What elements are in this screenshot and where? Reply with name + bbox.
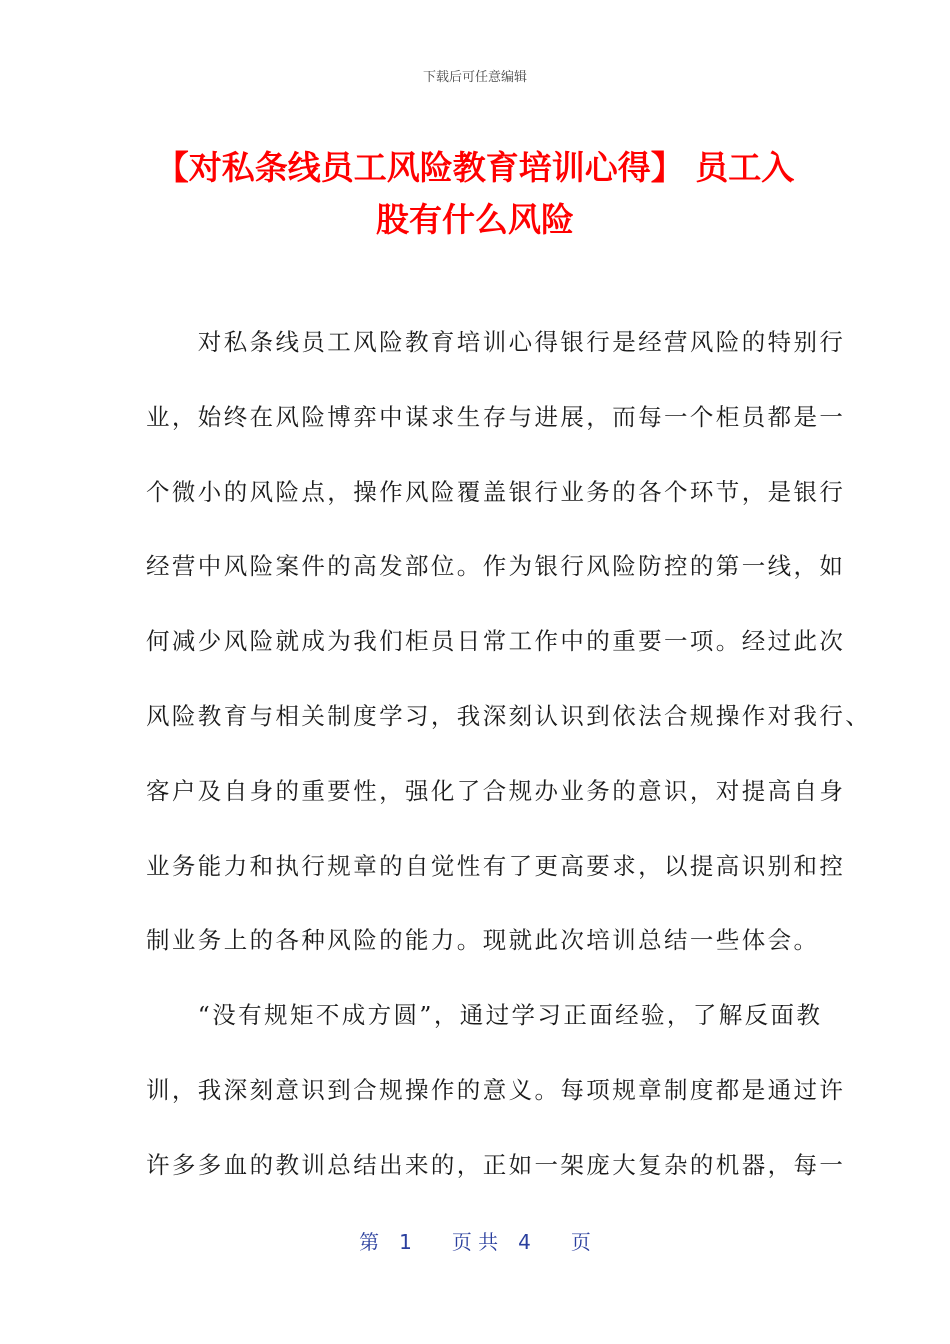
body-line: 经营中风险案件的高发部位。作为银行风险防控的第一线，如 <box>146 552 846 581</box>
body-line: 何减少风险就成为我们柜员日常工作中的重要一项。经过此次 <box>146 627 846 656</box>
body-line: 风险教育与相关制度学习，我深刻认识到依法合规操作对我行、 <box>146 701 872 730</box>
body-line: 业务能力和执行规章的自觉性有了更高要求，以提高识别和控 <box>146 851 846 880</box>
document-title <box>90 142 860 246</box>
body-line: 训，我深刻意识到合规操作的意义。每项规章制度都是通过许 <box>146 1075 846 1104</box>
title-line-2: 股有什么风险 <box>376 200 574 239</box>
body-text <box>146 316 872 1214</box>
page-number-footer: 第 1 页 共 4 页 <box>359 1230 591 1254</box>
body-line: 个微小的风险点，操作风险覆盖银行业务的各个环节，是银行 <box>146 477 846 506</box>
body-line: 对私条线员工风险教育培训心得银行是经营风险的特别行 <box>146 328 846 356</box>
body-line: 业，始终在风险博弈中谋求生存与进展，而每一个柜员都是一 <box>146 402 846 431</box>
body-line: 客户及自身的重要性，强化了合规办业务的意识，对提高自身 <box>146 776 846 805</box>
title-line-1: 【对私条线员工风险教育培训心得】 员工入 <box>155 148 795 187</box>
body-line: “没有规矩不成方圆”，通过学习正面经验，了解反面教 <box>146 1001 823 1030</box>
body-line: 许多多血的教训总结出来的，正如一架庞大复杂的机器，每一 <box>146 1150 846 1179</box>
page-header-note: 下载后可任意编辑 <box>422 70 527 85</box>
body-line: 制业务上的各种风险的能力。现就此次培训总结一些体会。 <box>146 926 820 955</box>
